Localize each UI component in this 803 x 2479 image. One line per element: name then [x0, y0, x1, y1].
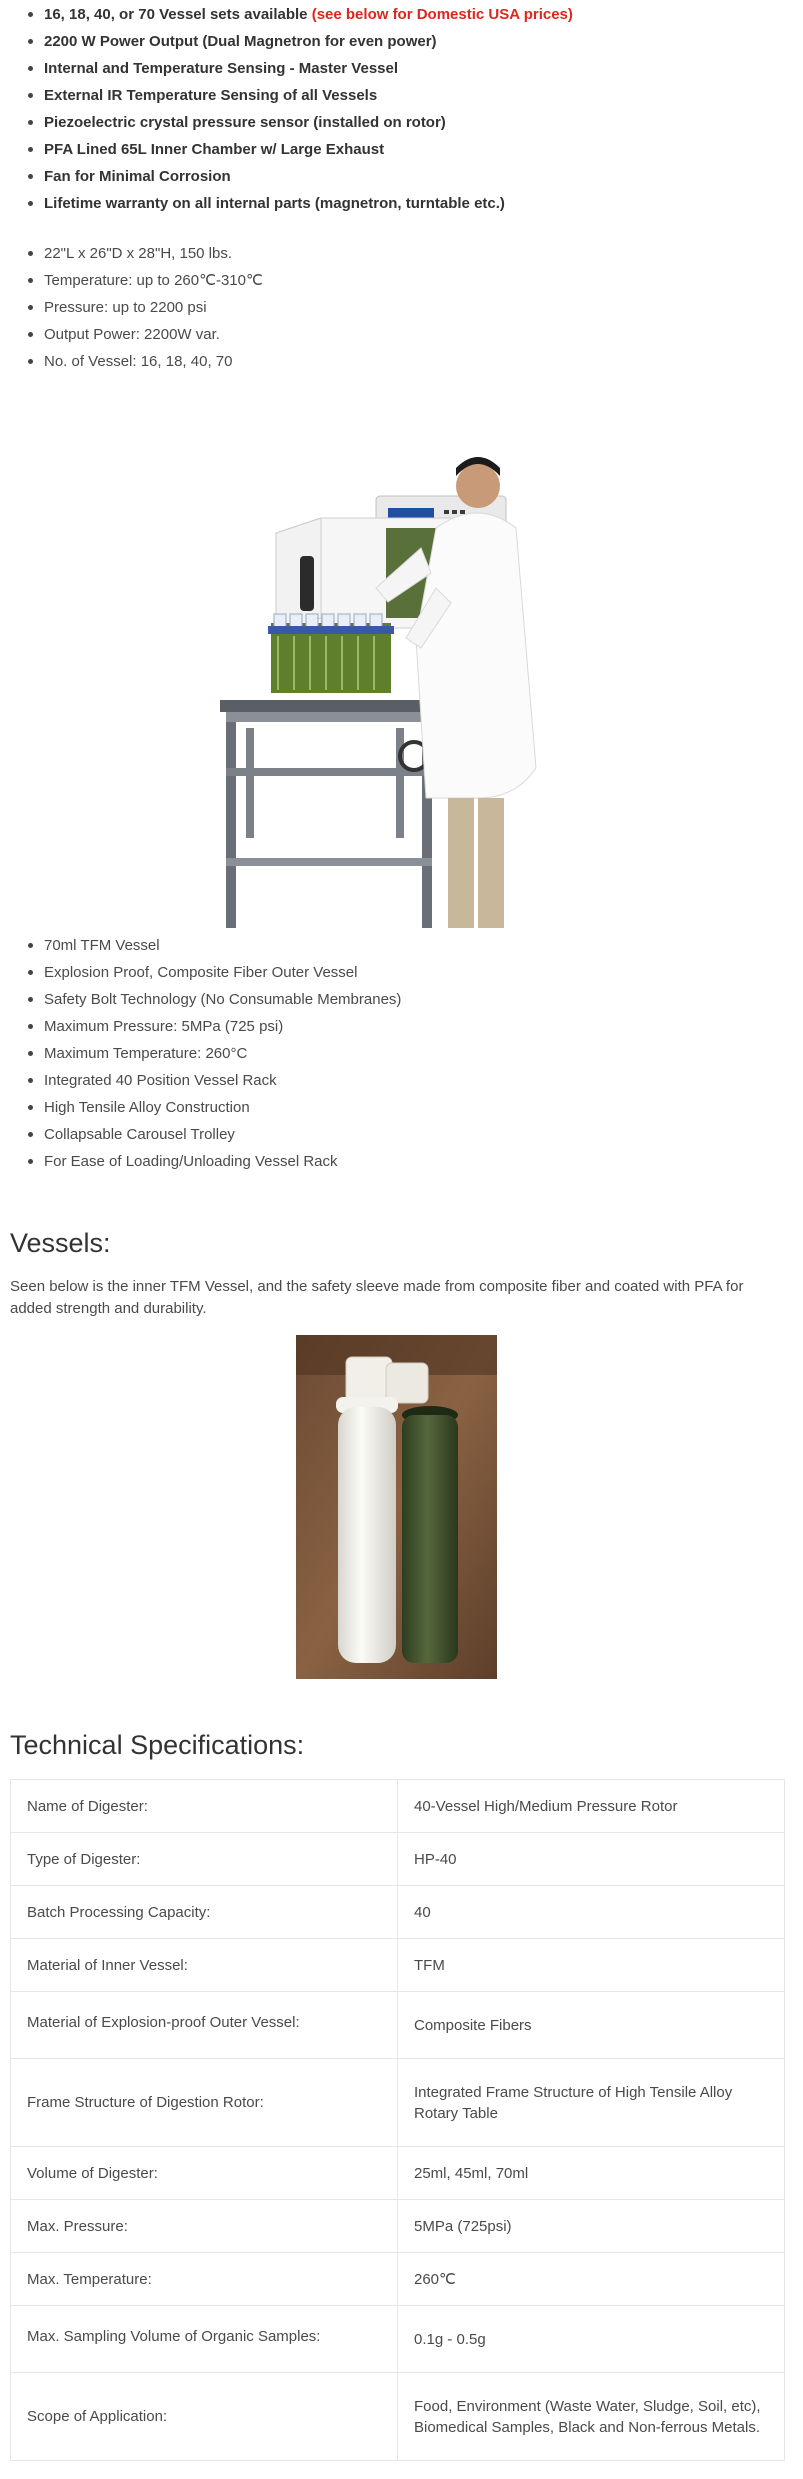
table-row	[11, 2373, 785, 2461]
spec-label: Volume of Digester:	[11, 2147, 398, 2200]
table-row	[11, 1939, 785, 1992]
list-item: 2200 W Power Output (Dual Magnetron for even power)	[28, 31, 573, 58]
table-row	[11, 2147, 785, 2200]
spec-label: Material of Explosion-proof Outer Vessel:	[11, 1992, 398, 2059]
table-row	[11, 2253, 785, 2306]
table-row	[11, 2200, 785, 2253]
technical-specifications-table	[10, 1779, 785, 2461]
table-row	[11, 1992, 785, 2059]
feature-text: 16, 18, 40, or 70 Vessel sets available	[44, 6, 312, 23]
list-item: Fan for Minimal Corrosion	[28, 166, 573, 193]
technical-specifications-heading: Technical Specifications:	[10, 1730, 305, 1760]
spec-label: Material of Inner Vessel:	[11, 1939, 398, 1992]
specs-list	[28, 243, 263, 378]
domestic-prices-note: (see below for Domestic USA prices)	[311, 6, 573, 23]
list-item: For Ease of Loading/Unloading Vessel Rack	[28, 1151, 401, 1178]
list-item: Piezoelectric crystal pressure sensor (installed on rotor)	[28, 112, 573, 139]
spec-value: Food, Environment (Waste Water, Sludge, Soil, etc), Biomedical Samples, Black and Non-ferrous Metals.	[398, 2373, 785, 2461]
list-item: Integrated 40 Position Vessel Rack	[28, 1070, 401, 1097]
spec-label: Type of Digester:	[11, 1833, 398, 1886]
list-item: PFA Lined 65L Inner Chamber w/ Large Exhaust	[28, 139, 573, 166]
rotor-features-list	[28, 935, 401, 1178]
list-item: Lifetime warranty on all internal parts (magnetron, turntable etc.)	[28, 193, 573, 220]
spec-value: 260℃	[398, 2253, 785, 2306]
spec-value: 40	[398, 1886, 785, 1939]
list-item: Output Power: 2200W var.	[28, 324, 263, 351]
spec-label: Max. Sampling Volume of Organic Samples:	[11, 2306, 398, 2373]
spec-value: 40-Vessel High/Medium Pressure Rotor	[398, 1780, 785, 1833]
table-row	[11, 1780, 785, 1833]
lab-technician-digestion-system-photo	[216, 438, 561, 928]
spec-value: Composite Fibers	[398, 1992, 785, 2059]
table-row	[11, 2306, 785, 2373]
spec-label: Max. Temperature:	[11, 2253, 398, 2306]
list-item: High Tensile Alloy Construction	[28, 1097, 401, 1124]
spec-value: 25ml, 45ml, 70ml	[398, 2147, 785, 2200]
spec-label: Frame Structure of Digestion Rotor:	[11, 2059, 398, 2147]
list-item: Temperature: up to 260℃-310℃	[28, 270, 263, 297]
vessels-heading: Vessels:	[10, 1228, 111, 1258]
spec-label: Max. Pressure:	[11, 2200, 398, 2253]
spec-label: Batch Processing Capacity:	[11, 1886, 398, 1939]
spec-value: 5MPa (725psi)	[398, 2200, 785, 2253]
table-row	[11, 2059, 785, 2147]
list-item: Maximum Temperature: 260°C	[28, 1043, 401, 1070]
spec-value: TFM	[398, 1939, 785, 1992]
list-item: Collapsable Carousel Trolley	[28, 1124, 401, 1151]
list-item: External IR Temperature Sensing of all Vessels	[28, 85, 573, 112]
list-item: No. of Vessel: 16, 18, 40, 70	[28, 351, 263, 378]
list-item: Safety Bolt Technology (No Consumable Membranes)	[28, 989, 401, 1016]
spec-label: Name of Digester:	[11, 1780, 398, 1833]
features-list	[28, 4, 573, 220]
spec-value: HP-40	[398, 1833, 785, 1886]
table-row	[11, 1833, 785, 1886]
spec-value: Integrated Frame Structure of High Tensile Alloy Rotary Table	[398, 2059, 785, 2147]
vessels-description: Seen below is the inner TFM Vessel, and the safety sleeve made from composite fiber and coated with PFA for added strength and durability.	[10, 1278, 744, 1317]
tfm-vessel-and-sleeve-photo	[296, 1335, 497, 1679]
list-item	[28, 4, 573, 31]
list-item: Internal and Temperature Sensing - Master Vessel	[28, 58, 573, 85]
list-item: 22"L x 26"D x 28"H, 150 lbs.	[28, 243, 263, 270]
list-item: 70ml TFM Vessel	[28, 935, 401, 962]
list-item: Maximum Pressure: 5MPa (725 psi)	[28, 1016, 401, 1043]
spec-label: Scope of Application:	[11, 2373, 398, 2461]
list-item: Pressure: up to 2200 psi	[28, 297, 263, 324]
list-item: Explosion Proof, Composite Fiber Outer Vessel	[28, 962, 401, 989]
table-row	[11, 1886, 785, 1939]
spec-value: 0.1g - 0.5g	[398, 2306, 785, 2373]
